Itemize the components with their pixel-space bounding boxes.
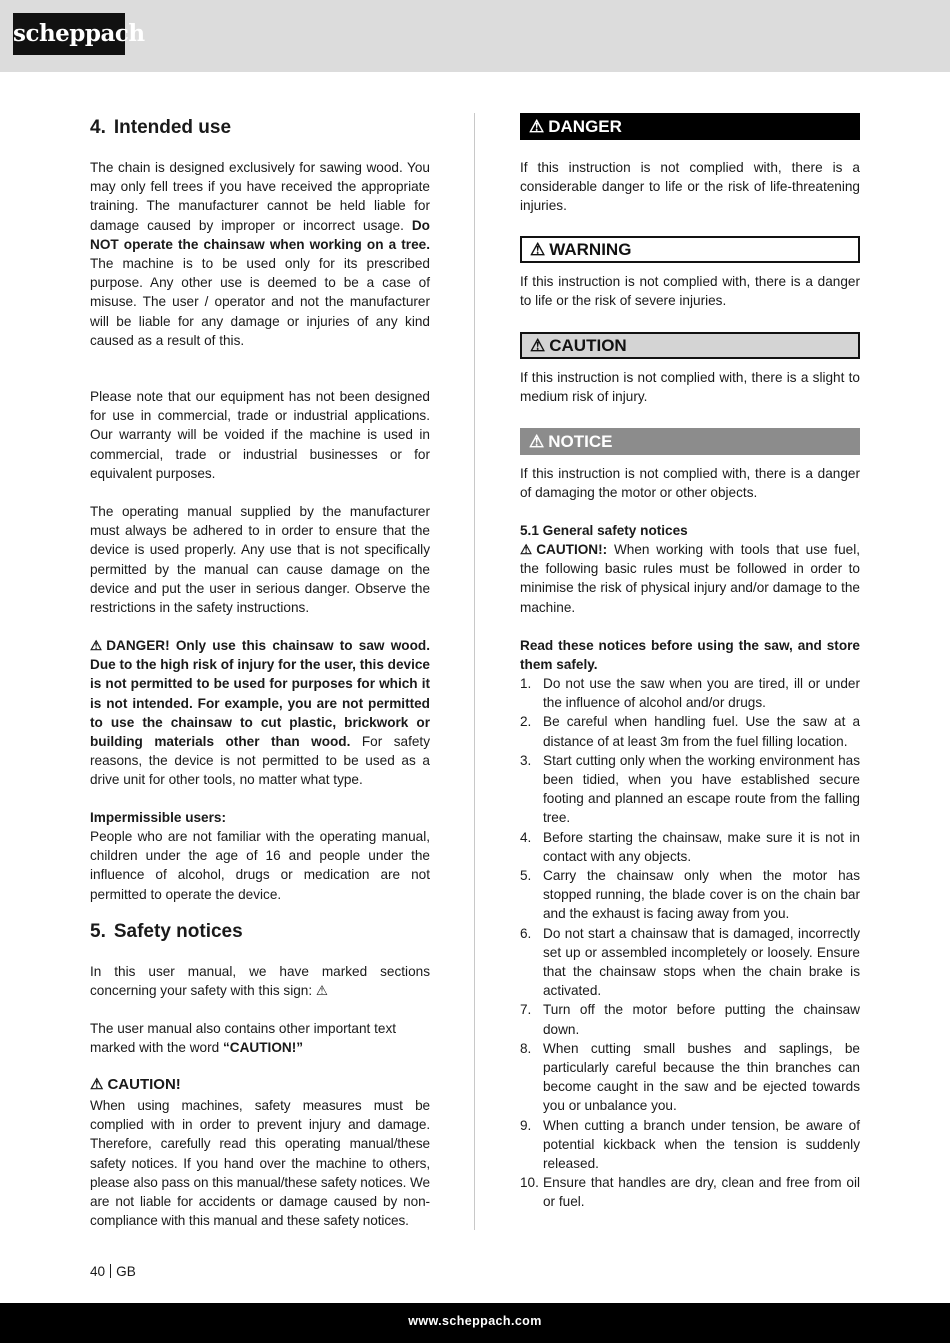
column-divider [474,113,475,1230]
list-item-number: 6. [520,925,532,941]
list-item-number: 3. [520,752,532,768]
warning-triangle-icon: ⚠ [529,432,545,451]
list-item-text: Start cutting only when the working environment has been tidied, when you have established secure footing and planned an escape route from the falling tree. [543,752,860,826]
list-item [520,1039,860,1116]
intended-use-text [90,158,430,350]
paragraph: For safety reasons, the device is not permitted to be used as a drive unit for other tools, no matter what type. [90,734,431,788]
list-item-text: Carry the chainsaw only when the motor has stopped running, the blade cover is on the chain bar and the exhaust is facing away from you. [543,868,860,922]
section-title: Safety notices [113,921,243,942]
list-item [520,712,860,750]
general-caution-paragraph [520,540,860,617]
safety-rules-list [520,674,860,1212]
danger-label-box [520,113,860,140]
paragraph-sign [90,962,430,1000]
warning-description: If this instruction is not complied with, there is a danger to life or the risk of severe injuries. [520,274,860,309]
list-item-text: When cutting small bushes and saplings, be particularly careful because the thin branches can become caught in the saw and be ejected towards you or unbalance you. [543,1040,860,1114]
list-item [520,1116,860,1174]
list-item [520,1173,860,1211]
bold-warning-text: Do NOT operate the chainsaw when working on a tree. [90,217,430,252]
list-item-number: 10. [520,1175,539,1191]
paragraph: The machine is to be used only for its prescribed purpose. Any other use is deemed to be a case of misuse. The user / operator and not the manufacturer will be liable for any damage or injuries of any kind caused as a result of this. [90,256,430,348]
list-item-number: 9. [520,1117,532,1133]
warning-triangle-icon: ⚠ [90,638,103,653]
page-number-value: 40 [90,1264,106,1279]
danger-description: If this instruction is not complied with, there is a considerable danger to life or the risk of life-threatening injuries. [520,160,860,214]
caution-bold: CAUTION!: [536,542,608,557]
paragraph: The chain is designed exclusively for sawing wood. You may only fell trees if you have received the appropriate training. The manufacturer cannot be held liable for damage caused by improper or incorrect usage. [90,160,430,233]
page-number-separator [110,1264,111,1278]
warning-triangle-icon: ⚠ [315,983,329,999]
caution-title: CAUTION! [107,1076,181,1093]
page-header [0,0,950,72]
section-5-heading [90,920,430,944]
warning-triangle-icon: ⚠ [520,542,533,557]
warning-triangle-icon: ⚠ [530,240,546,259]
list-item-text: Be careful when handling fuel. Use the saw at a distance of at least 3m from the fuel filling location. [543,714,860,749]
warning-triangle-icon: ⚠ [530,336,546,355]
list-item-number: 7. [520,1002,532,1018]
list-item-number: 4. [520,829,532,845]
paragraph: In this user manual, we have marked sections concerning your safety with this sign: [90,964,430,999]
warning-triangle-icon: ⚠ [529,117,545,136]
section-4-heading [90,116,430,140]
brand-logo: scheppach [13,13,125,55]
list-item [520,1000,860,1038]
general-safety-title: 5.1 General safety notices [520,523,688,538]
caution-description: If this instruction is not complied with, there is a slight to medium risk of injury. [520,370,860,405]
list-item-number: 8. [520,1040,532,1056]
danger-label: DANGER [548,117,622,136]
paragraph-impermissible-users: People who are not familiar with the operating manual, children under the age of 16 and people under the influence of alcohol, drugs or medication are not permitted to operate the device. [90,829,430,902]
caution-label-box [520,332,860,359]
list-item-number: 2. [520,714,532,730]
paragraph-operating-manual: The operating manual supplied by the manufacturer must always be adhered to in order to ensure that the device is used properly. Any use that is not specifically permitted by the manual can cause damage on the device and put the user in serious danger. Observe the restrictions in the safety instructions. [90,504,430,616]
page-footer [0,1303,950,1343]
warning-triangle-icon: ⚠ [90,1076,104,1093]
list-item-number: 1. [520,676,532,691]
list-item-text: Do not start a chainsaw that is damaged, incorrectly set up or assembled incompletely or loosely. Ensure that the chainsaw stops when the chain brake is activated. [543,925,860,999]
warning-label: WARNING [549,240,632,259]
section-title: Intended use [113,117,232,138]
page-number [90,1264,136,1279]
caution-label: CAUTION [549,336,627,355]
list-item [520,828,860,866]
paragraph: The user manual also contains other important text marked with the word [90,1021,397,1056]
notice-label-box [520,428,860,455]
paragraph-caution: When using machines, safety measures must be complied with in order to prevent injury and damage. Therefore, carefully read this operating manual/these safety notices. If you hand over the machine to others, please also pass on this manual/these safety notices. We are not liable for accidents or damage caused by non-compliance with this manual and these safety notices. [90,1098,430,1229]
impermissible-users-title: Impermissible users: [90,810,226,825]
language-code: GB [116,1264,136,1279]
paragraph-caution-word [90,1019,430,1057]
list-item [520,751,860,828]
list-item [520,674,860,712]
section-number: 4. [90,117,106,138]
caution-word: “CAUTION!” [222,1040,304,1056]
list-item-text: Ensure that handles are dry, clean and free from oil or fuel. [543,1175,860,1210]
paragraph-commercial-use: Please note that our equipment has not been designed for use in commercial, trade or industrial applications. Our warranty will be voided if the machine is used in commercial, trade or industrial businesses or for equivalent purposes. [90,389,430,481]
warning-label-box [520,236,860,263]
list-item [520,866,860,924]
section-number: 5. [90,921,106,942]
danger-bold-text: DANGER! Only use this chainsaw to saw wood. Due to the high risk of injury for the user, this device is not permitted to be used for purposes for which it is not intended. For example, you are not permitted to use the chainsaw to cut plastic, brickwork or building materials other than wood. [90,638,430,750]
list-item-text: Turn off the motor before putting the chainsaw down. [543,1002,860,1037]
paragraph: When working with tools that use fuel, the following basic rules must be followed in order to minimise the risk of physical injury and/or damage to the machine. [520,542,861,615]
notice-description: If this instruction is not complied with, there is a danger of damaging the motor or other objects. [520,466,860,501]
read-notices-bold: Read these notices before using the saw, and store them safely. [520,638,860,673]
notice-label: NOTICE [548,432,613,451]
list-item-text: Do not use the saw when you are tired, ill or under the influence of alcohol and/or drugs. [543,676,860,711]
footer-website-link[interactable]: www.scheppach.com [408,1314,542,1328]
danger-paragraph [90,636,430,790]
list-item-text: Before starting the chainsaw, make sure it is not in contact with any objects. [543,829,860,864]
list-item-number: 5. [520,868,532,884]
list-item [520,924,860,1001]
list-item-text: When cutting a branch under tension, be aware of potential kickback when the tension is suddenly released. [543,1117,860,1172]
caution-heading [90,1075,430,1094]
